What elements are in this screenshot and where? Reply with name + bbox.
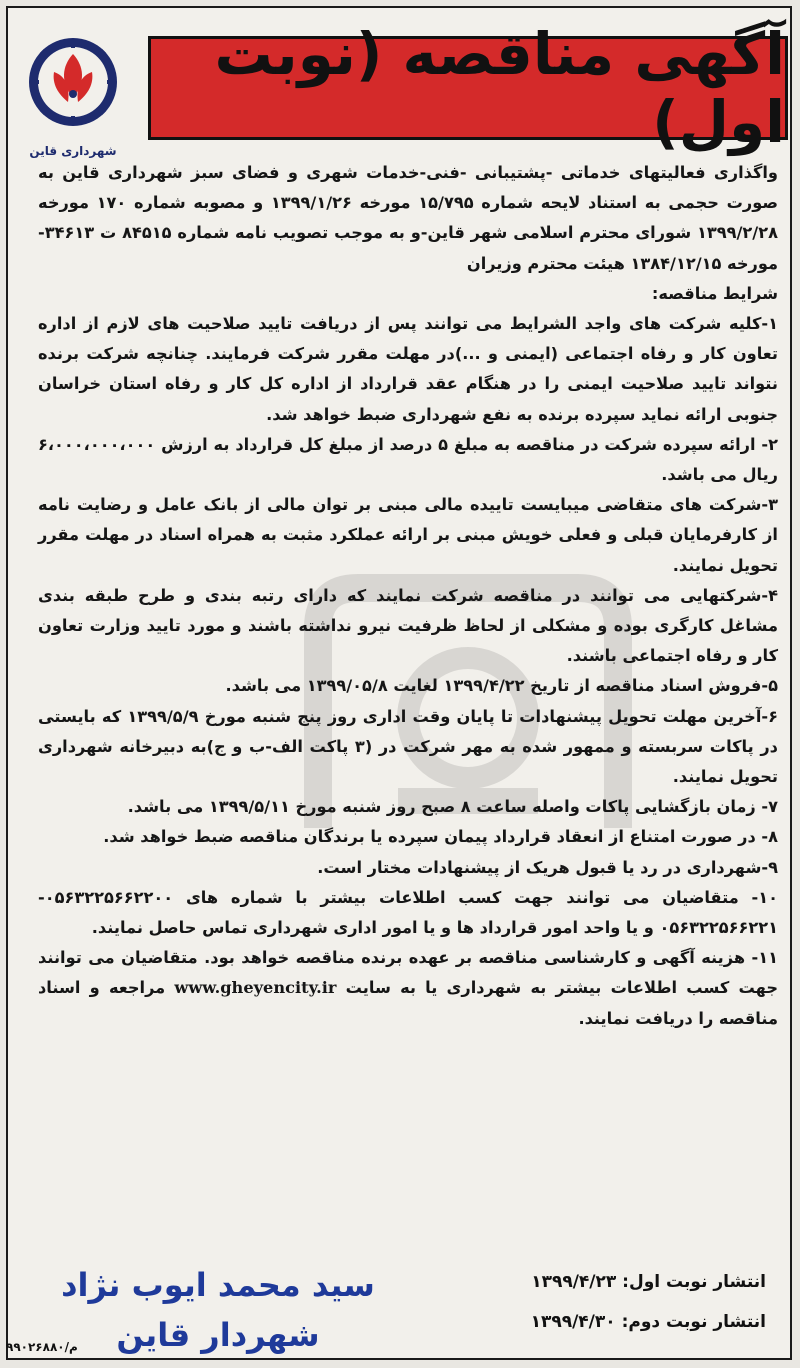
condition-item: ۱-کلیه شرکت های واجد الشرایط می توانند پس از دریافت تایید صلاحیت های لازم از اداره تعاون کار و رفاه اجتماعی (ایمنی و ...)در مهلت مقرر شرکت فرمایند. چنانچه شرکت برنده نتواند تایید صلاحیت ایمنی را در هنگام عقد قرارداد از اداره کل کار و رفاه استان خراسان جنوبی ارائه نماید سپرده برنده به نفع شهرداری ضبط خواهد شد. <box>38 314 778 424</box>
signer-title: شهردار قاین <box>116 1316 320 1354</box>
signer-name: سید محمد ایوب نژاد <box>61 1266 375 1304</box>
condition-item: ۵-فروش اسناد مناقصه از تاریخ ۱۳۹۹/۴/۲۲ لغایت ۱۳۹۹/۰۵/۸ می باشد. <box>225 676 778 696</box>
second-publication <box>531 1312 766 1332</box>
title-banner <box>148 20 788 156</box>
municipality-logo-icon <box>24 32 122 150</box>
website-link[interactable]: www.gheyencity.ir <box>174 978 337 998</box>
logo-caption: شهرداری قاین <box>29 144 117 158</box>
notice-page <box>6 6 792 1360</box>
condition-item: ۶-آخرین مهلت تحویل پیشنهادات تا پایان وقت اداری روز پنج شنبه مورخ ۱۳۹۹/۵/۹ که بایستی در پاکات سربسته و ممهور شده به مهر شرکت در (۳ پاکت الف-ب و ج)به دبیرخانه شهرداری تحویل نمایند. <box>38 706 778 787</box>
signature-block <box>28 1260 408 1360</box>
first-publication-label: انتشار نوبت اول: <box>622 1272 766 1292</box>
intro-paragraph: واگذاری فعالیتهای خدماتی -پشتیبانی -فنی-خدمات شهری و فضای سبز شهرداری قاین به صورت حجمی به استناد لایحه شماره ۱۵/۷۹۵ مورخه ۱۳۹۹/۱/۲۶ و مصوبه شماره ۱۷۰ مورخه ۱۳۹۹/۲/۲۸ شورای محترم اسلامی شهر قاین-و به موجب تصویب نامه شماره ۸۴۵۱۵ ت ۳۴۶۱۳- مورخه ۱۳۸۴/۱۲/۱۵ هیئت محترم وزیران <box>38 163 778 273</box>
notice-body <box>38 158 778 1034</box>
condition-11-text-end: مراجعه و اسناد مناقصه را دریافت نمایند. <box>38 978 778 1028</box>
condition-item: ۸- در صورت امتناع از انعقاد قرارداد پیمان سپرده یا برندگان مناقصه ضبط خواهد شد. <box>103 827 778 847</box>
footer <box>8 1258 794 1362</box>
second-publication-label: انتشار نوبت دوم: <box>621 1312 766 1332</box>
condition-item: ۳-شرکت های متقاضی میبایست تاییده مالی مبنی بر توان مالی از بانک عامل و رضایت نامه از کارفرمایان قبلی و فعلی خویش مبنی بر ارائه عملکرد مثبت به همراه اسناد در مهلت مقرر تحویل نمایند. <box>38 495 778 575</box>
condition-item: ۹-شهرداری در رد یا قبول هریک از پیشنهادات مختار است. <box>317 857 778 877</box>
notice-title: آگهی مناقصه (نوبت اول) <box>214 20 785 156</box>
condition-item: ۷- زمان بازگشایی پاکات واصله ساعت ۸ صبح روز شنبه مورخ ۱۳۹۹/۵/۱۱ می باشد. <box>127 797 778 817</box>
condition-item-11 <box>38 943 778 1034</box>
condition-item: ۱۰- متقاضیان می توانند جهت کسب اطلاعات بیشتر با شماره های ۰۵۶۳۲۲۵۶۶۲۲۰۰- ۰۵۶۳۲۲۵۶۶۲۲۱ و یا واحد امور قرارداد ها و یا امور اداری شهرداری تماس حاصل نمایند. <box>38 887 778 938</box>
first-publication <box>531 1272 766 1292</box>
second-publication-date: ۱۳۹۹/۴/۳۰ <box>530 1312 616 1332</box>
condition-11-text: ۱۱- هزینه آگهی و کارشناسی مناقصه بر عهده برنده مناقصه خواهد بود. متقاضیان می توانند جهت کسب اطلاعات بیشتر به شهرداری یا به سایت <box>38 948 779 998</box>
ad-code: ۹۹۰۲۶۸۸۰/م <box>6 1340 78 1354</box>
condition-item: ۲- ارائه سپرده شرکت در مناقصه به مبلغ ۵ درصد از مبلغ کل قرارداد به ارزش ۶،۰۰۰،۰۰۰،۰۰۰ ریال می باشد. <box>38 434 778 485</box>
header <box>8 20 794 158</box>
condition-item: ۴-شرکتهایی می توانند در مناقصه شرکت نمایند که دارای رتبه بندی و طرح طبقه بندی مشاغل کارگری بوده و مشکلی از لحاظ ظرفیت نیرو نداشته باشند و مورد تایید وزارت تعاون کار و رفاه اجتماعی باشند. <box>38 585 778 666</box>
conditions-heading: شرایط مناقصه: <box>651 283 778 303</box>
first-publication-date: ۱۳۹۹/۴/۲۳ <box>531 1272 617 1292</box>
